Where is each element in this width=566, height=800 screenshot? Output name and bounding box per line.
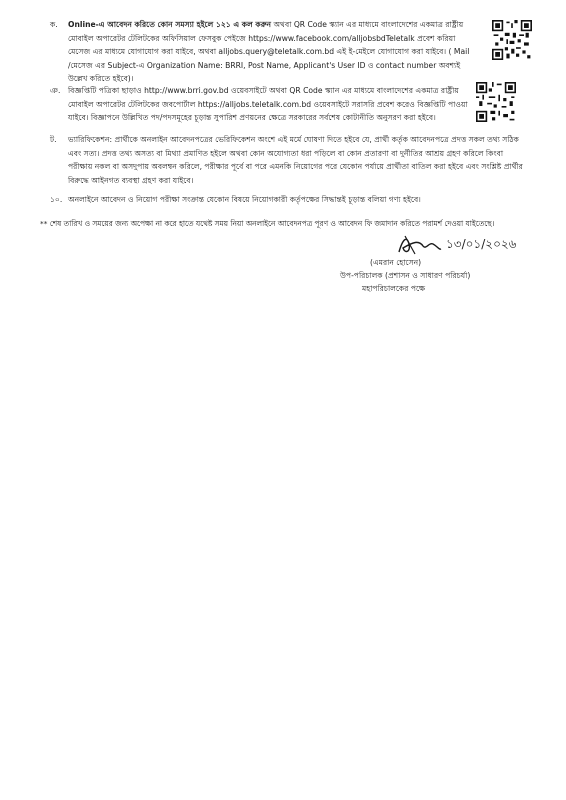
clause-tta (50, 133, 526, 187)
clause-marker: ১০. (50, 195, 63, 204)
clause-lead: Online-এ আবেদন করিতে কোন সমস্যা হইলে ১২১ এ কল করুন (68, 20, 272, 29)
signatory-on-behalf: মহাপরিচালকের পক্ষে (362, 284, 426, 293)
clause-10 (50, 193, 526, 207)
clause-nya (50, 84, 470, 125)
signature-mark (393, 232, 443, 258)
signature-date: ১৩/০১/২০২৬ (446, 237, 517, 251)
clause-body (68, 18, 470, 86)
clause-marker: ট. (50, 135, 57, 144)
clause-text: অথবা QR Code স্ক্যান এর মাধ্যমে বাংলাদেশের একমাত্র রাষ্ট্রীয় মোবাইল অপারেটর টেলিটকের অফিসিয়াল ফেসবুক পেইজে https://www.facebook.com/alljobsbdTeletalk প্রবেশ করিয়া মেসেজ এর মাধ্যমে যোগাযোগ করা যাইবে, অথবা alljobs.query@teletalk.com.bd এই ই-মেইলে যোগাযোগ করা যাইবে। ( Mail /মেসেজ এর Subject-এ Organization Name: BRRI, Post Name, Applicant's User ID ও contact number অবশ্যই উল্লেখ করিতে হইবে)। (68, 20, 470, 84)
footnote: ** শেষ তারিখ ও সময়ের জন্য অপেক্ষা না করে হাতে যথেষ্ট সময় নিয়া অনলাইনে আবেদনপত্র পূরণ ও আবেদন ফি জমাদান করিতে পরামর্শ দেওয়া যাইতেছে। (40, 219, 495, 228)
signatory-name: (এমরান হোসেন) (370, 258, 422, 267)
clause-marker: ঞ. (50, 86, 61, 95)
signatory-designation: উপ-পরিচালক (প্রশাসন ও সাধারণ পরিচর্যা) (340, 271, 471, 280)
clause-ka (50, 18, 470, 86)
clause-body: অনলাইনে আবেদন ও নিয়োগ পরীক্ষা সংক্রান্ত যেকোন বিষয়ে নিয়োগকারী কর্তৃপক্ষের সিদ্ধান্তই চূড়ান্ত বলিয়া গণ্য হইবে। (68, 195, 421, 204)
qr-code-jobportal (476, 82, 516, 122)
clause-marker: ক. (50, 20, 58, 29)
qr-code-facebook (492, 20, 532, 60)
clause-body: বিজ্ঞপ্তিটি পত্রিকা ছাড়াও http://www.brri.gov.bd ওয়েবসাইটে অথবা QR Code স্ক্যান এর মাধ্যমে বাংলাদেশের একমাত্র রাষ্ট্রীয় মোবাইল অপারেটর টেলিটকের জবপোর্টাল https://alljobs.teletalk.com.bd ওয়েবসাইটে সরাসরি প্রবেশ করেও বিজ্ঞপ্তিটি পাওয়া যাইবে। বিজ্ঞাপনে উল্লিখিত পদ/পদসমূহের চূড়ান্ত সুপারিশ প্রণয়নের ক্ষেত্রে সরকারের সর্বশেষ কোটানীতি অনুসরণ করা হইবে। (68, 86, 468, 123)
clause-body: ভ্যারিফিকেশন: প্রার্থীকে অনলাইন আবেদনপত্রের ভেরিফিকেশন অংশে এই মর্মে ঘোষণা দিতে হইবে যে, প্রার্থী কর্তৃক আবেদনপত্রে প্রদত্ত সকল তথ্য সঠিক এবং সত্য। প্রদত্ত তথ্য অসত্য বা মিথ্যা প্রমাণিত হইলে অথবা কোন অযোগ্যতা ধরা পড়িলে বা কোন প্রতারণা বা দুর্নীতির আশ্রয় গ্রহণ করিলে কিংবা পরীক্ষায় নকল বা অসদুপায় অবলম্বন করিলে, পরীক্ষার পূর্বে বা পরে এমনকি নিয়োগের পরে যেকোন পর্যায়ে প্রার্থীতা বাতিল করা হইবে এবং সংশ্লিষ্ট প্রার্থীর বিরুদ্ধে আইনগত ব্যবস্থা গ্রহণ করা যাইবে। (68, 135, 523, 185)
